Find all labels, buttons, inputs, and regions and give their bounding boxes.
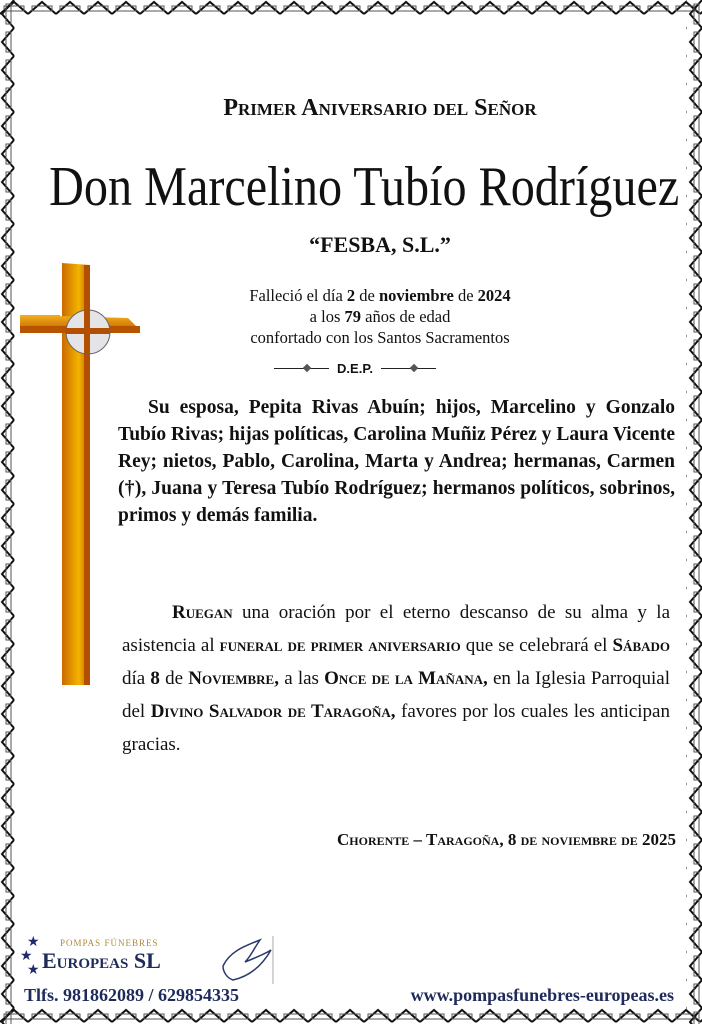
age: 79 [344,307,361,326]
deceased-name: Don Marcelino Tubío Rodríguez [49,156,680,218]
dove-icon [215,936,275,986]
company-name: “FESBA, S.L.” [309,232,451,257]
text: a los [309,307,345,326]
age-line [180,307,580,327]
day-of-week: Sábado [612,635,670,656]
text: en la Iglesia Parroquial del [122,668,671,722]
dep-line [240,361,470,376]
text: una oración por el eterno descanso de su alma y la asistencia al [122,602,670,656]
funeral-label: funeral de primer aniversario [219,635,461,656]
family-paragraph: Su esposa, Pepita Rivas Abuín; hijos, Marcelino y Gonzalo Tubío Rivas; hijas políticas, Carolina Muñiz Pérez y Laura Vicente Rey; nietos, Pablo, Carolina, Marta y Andrea; hermanas, Carmen (†), Juana y Teresa Tubío Rodríguez; hermanos políticos, sobrinos, primos y demás familia. [118,397,675,526]
text: de [453,286,478,305]
website-link[interactable]: www.pompasfunebres-europeas.es [410,985,674,1005]
anniversary-title: Primer Aniversario del Señor [223,95,537,121]
day: 2 [346,286,356,305]
logo-subtitle: POMPAS FÚNEBRES [60,938,159,948]
text: que se celebrará el [460,635,613,656]
request-paragraph [122,596,670,761]
stars-icon: ★ ★ ★ [20,935,40,978]
company-logo [20,936,275,988]
month: noviembre [378,286,454,305]
place-date: Chorente – Taragoña, 8 de noviembre de 2025 [337,830,676,849]
text: día [122,668,151,689]
sacraments-line: confortado con los Santos Sacramentos [250,328,510,347]
logo-title: Europeas SL [42,948,161,973]
divider [274,368,329,369]
phone-numbers: Tlfs. 981862089 / 629854335 [24,985,240,1005]
church: Divino Salvador de Taragoña, [150,701,396,722]
text: de [355,286,379,305]
text: favores por los cuales les anticipan gracias. [122,701,670,755]
death-date-line [180,286,580,306]
text: de [159,668,189,689]
text: Falleció el día [249,286,347,305]
time: Once de la Mañana, [324,668,488,689]
text: Ruegan [172,602,233,623]
dep-text: D.E.P. [337,361,373,376]
divider [381,368,436,369]
year: 2024 [477,286,511,305]
text: a las [278,668,325,689]
month: Noviembre, [188,668,279,689]
text: años de edad [361,307,451,326]
day: 8 [150,668,160,689]
